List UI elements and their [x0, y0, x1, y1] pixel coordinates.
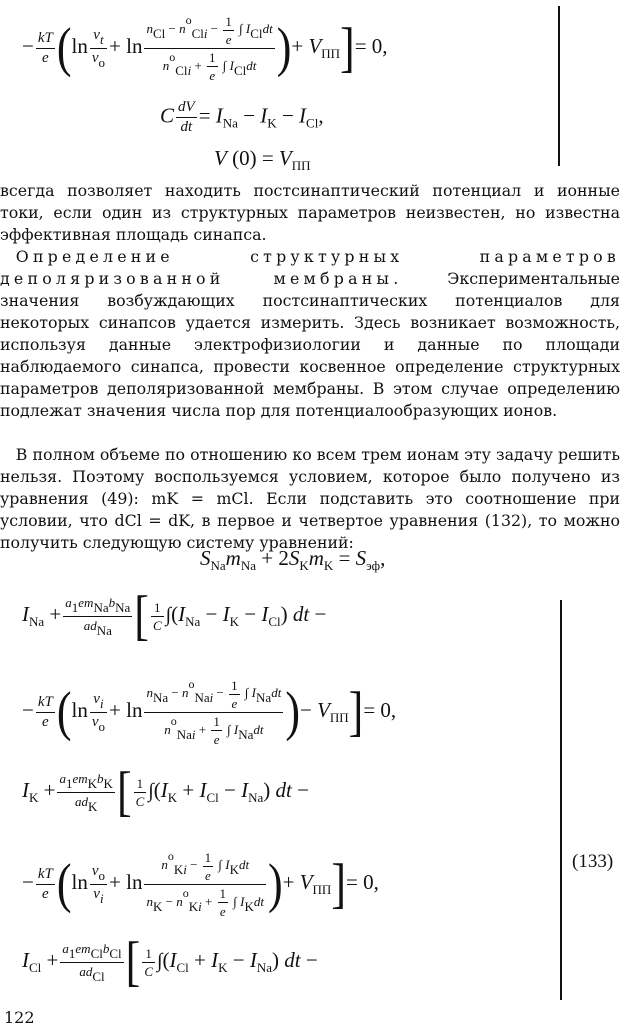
page-number: 122 — [4, 1008, 35, 1027]
paragraph-2: В полном объеме по отношению ко всем трем ионам эту задачу решить нельзя. Поэтому воспользуемся условием, которое было получено из уравнения (49): mK = mCl. Если подставить это соотношение при условии, что dCl = dK, в первое и четвертое уравнения (132), то можно получить следующую систему уравнений: — [0, 445, 620, 552]
paragraph-1: всегда позволяет находить постсинаптический потенциал и ионные токи, если один из структурных параметров неизвестен, но известна эффективная площадь синапса. — [0, 181, 620, 244]
section-paragraph — [0, 246, 620, 422]
section-heading: Определение структурных параметров деполяризованной мембраны. — [0, 247, 620, 288]
equation-133-line4: − $\frac{kT}{e}$ (ln $\frac{vo}{vi}$ + ln noKi − $\frac{1}{e}$ ∫ IKdt nK − noKi + $\frac{1}{e}$ ∫ IKdt )+ $V_{ПП}]= 0$, — [22, 849, 379, 920]
equation-top-line1: − $\frac{kT}{e}$ (ln $\frac{vt}{vo}$ + ln nCl − noCli − $\frac{1}{e}$ ∫ ICldt noCli + $\frac{1}{e}$ ∫ ICldt )+ $V_{ПП}]= 0$, — [22, 13, 388, 84]
section-body: Экспериментальные значения возбуждающих постсинаптических потенциалов для некоторых синапсов удается измерить. Здесь возникает возможность, используя данные электрофизиологии и данные по площади наблюдаемого синапса, провести косвенное определение структурных параметров деполяризованной мембраны. В этом случае определению подлежат значения числа пор для потенциалообразующих ионов. — [0, 269, 620, 420]
equation-sum-line: $S_{Na}m_{Na} + 2S_Km_K = S_{эф}$, — [200, 546, 386, 573]
equation-133-line1: $I_{Na}$ + $\frac{\text{a1emNabNa}}{\text{adNa}}$ [ $\frac{1}{C}$ $\int(I_{Na} - I_K - I_{Cl})$ dt − — [22, 584, 327, 646]
equation-number: (133) — [572, 851, 614, 872]
equation-133-line3: $I_K$ + $\frac{\text{a1emKbK}}{\text{adK}}$ [ $\frac{1}{C}$ $\int(I_K + I_{Cl} - I_{Na})$ dt − — [22, 760, 309, 822]
equation-133-line2: − $\frac{kT}{e}$ (ln $\frac{vi}{vo}$ + ln nNa − noNai − $\frac{1}{e}$ ∫ INadt noNai + $\frac{1}{e}$ ∫ INadt )− $V_{ПП}]= 0$, — [22, 677, 397, 748]
brace-top — [558, 6, 560, 166]
brace-133 — [560, 600, 562, 1000]
equation-top-line2: C $\frac{dV}{dt}$ = $I_{Na} - I_K - I_{Cl}$, — [160, 99, 324, 135]
equation-top-line3: V $(0) = V_{ПП}$ — [214, 146, 311, 173]
equation-133-line5: $I_{Cl}$ + $\frac{\text{a1emClbCl}}{\text{adCl}}$ [ $\frac{1}{C}$ $\int(I_{Cl} + I_K - I_{Na})$ dt − — [22, 930, 318, 992]
